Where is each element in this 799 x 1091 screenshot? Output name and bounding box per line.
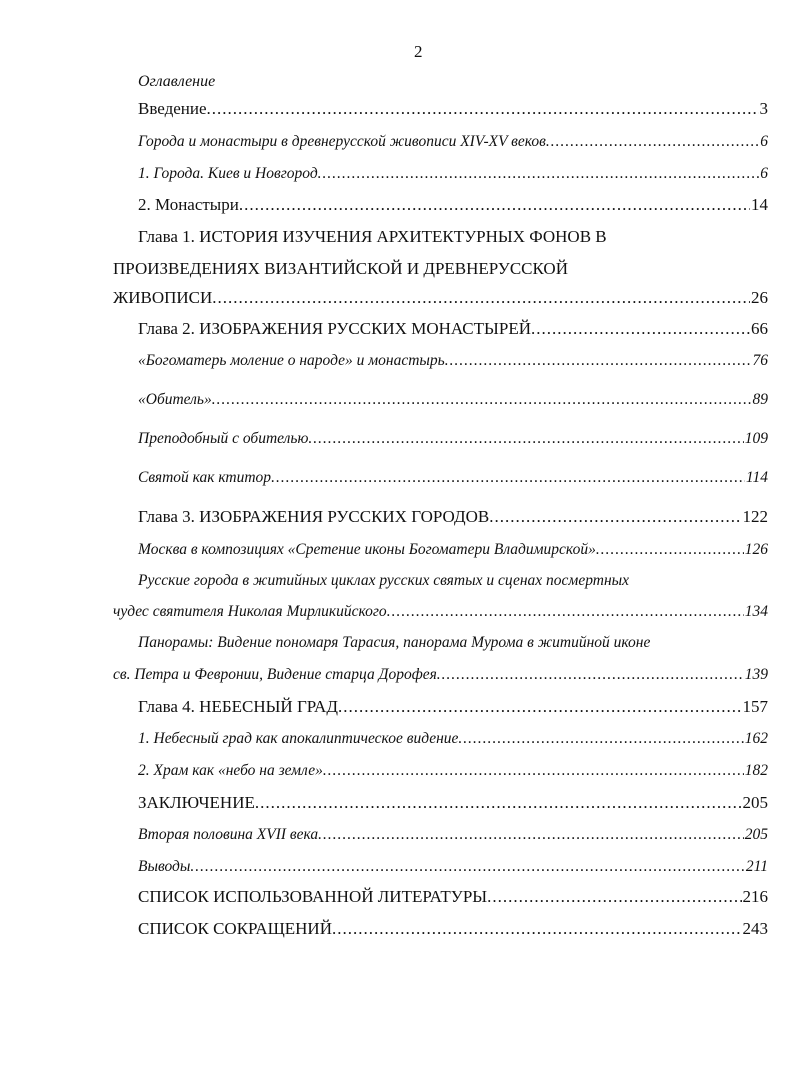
toc-entry-page: 26	[751, 288, 768, 307]
leader-dots	[338, 696, 742, 717]
leader-dots	[332, 918, 742, 939]
toc-entry-introduction[interactable]	[138, 98, 768, 119]
toc-entry-page: 109	[744, 430, 768, 447]
toc-entry-temple-as-heaven[interactable]	[138, 760, 768, 781]
toc-entry-cities-monasteries[interactable]	[138, 131, 768, 152]
toc-entry-label: СПИСОК СОКРАЩЕНИЙ	[138, 919, 332, 938]
leader-dots	[207, 98, 759, 119]
leader-dots	[318, 163, 760, 184]
toc-entry-page: 76	[752, 352, 768, 369]
leader-dots	[271, 467, 745, 488]
toc-entry-monasteries[interactable]	[138, 194, 768, 215]
toc-entry-abbreviations[interactable]	[138, 918, 768, 939]
toc-entry-heavenly-city-vision[interactable]	[138, 728, 768, 749]
toc-entry-label: «Обитель»	[138, 391, 212, 408]
toc-entry-page: 162	[744, 730, 768, 747]
toc-entry-label: 2. Монастыри	[138, 195, 239, 214]
toc-entry-page: 216	[742, 887, 768, 906]
toc-entry-venerable-with-abode[interactable]	[138, 428, 768, 449]
toc-entry-cities-kiev-novgorod[interactable]	[138, 163, 768, 184]
leader-dots	[212, 389, 752, 410]
toc-entry-label: Города и монастыри в древнерусской живописи XIV-XV веков	[138, 133, 546, 150]
toc-entry-findings[interactable]	[138, 856, 768, 877]
toc-entry-page: 114	[745, 469, 768, 486]
leader-dots	[239, 194, 750, 215]
leader-dots	[323, 760, 744, 781]
toc-entry-label: Введение	[138, 99, 207, 118]
toc-entry-page: 157	[742, 697, 768, 716]
toc-entry-label: Святой как ктитор	[138, 469, 272, 486]
toc-entry-page: 89	[752, 391, 768, 408]
toc-entry-abode[interactable]	[138, 389, 768, 410]
toc-entry-label: св. Петра и Февронии, Видение старца Дорофея	[113, 666, 437, 683]
toc-entry-label: 2. Храм как «небо на земле»	[138, 762, 323, 779]
toc-entry-panoramas[interactable]	[113, 664, 768, 685]
toc-entry-label: Глава 4. НЕБЕСНЫЙ ГРАД	[138, 697, 338, 716]
leader-dots	[308, 428, 743, 449]
toc-entry-label: Преподобный с обителью	[138, 430, 309, 447]
leader-dots	[318, 824, 744, 845]
toc-entry-page: 134	[744, 603, 768, 620]
toc-entry-chapter-1-line-2[interactable]: ПРОИЗВЕДЕНИЯХ ВИЗАНТИЙСКОЙ И ДРЕВНЕРУССКОЙ	[113, 259, 568, 278]
toc-entry-label: ЗАКЛЮЧЕНИЕ	[138, 793, 255, 812]
leader-dots	[255, 792, 742, 813]
toc-entry-panoramas-line-1[interactable]: Панорамы: Видение пономаря Тарасия, панорама Мурома в житийной иконе	[138, 634, 651, 651]
toc-entry-label: Глава 3. ИЗОБРАЖЕНИЯ РУССКИХ ГОРОДОВ	[138, 507, 490, 526]
leader-dots	[445, 350, 752, 371]
toc-entry-bibliography[interactable]	[138, 886, 768, 907]
toc-entry-label: СПИСОК ИСПОЛЬЗОВАННОЙ ЛИТЕРАТУРЫ	[138, 887, 488, 906]
toc-entry-page: 122	[742, 507, 768, 526]
toc-entry-page: 6	[760, 133, 768, 150]
toc-entry-chapter-1[interactable]	[113, 287, 768, 308]
toc-entry-page: 3	[759, 99, 768, 118]
toc-entry-russian-cities-line-1[interactable]: Русские города в житийных циклах русских святых и сценах посмертных	[138, 572, 630, 589]
leader-dots	[437, 664, 744, 685]
toc-entry-mother-of-god-prayer[interactable]	[138, 350, 768, 371]
page-number: 2	[414, 42, 423, 61]
toc-entry-label: Вторая половина XVII века	[138, 826, 319, 843]
leader-dots	[531, 318, 750, 339]
toc-entry-second-half-17th-century[interactable]	[138, 824, 768, 845]
leader-dots	[546, 131, 759, 152]
leader-dots	[387, 601, 744, 622]
toc-entry-page: 211	[745, 858, 768, 875]
toc-entry-page: 66	[751, 319, 768, 338]
leader-dots	[487, 886, 741, 907]
toc-entry-page: 205	[742, 793, 768, 812]
toc-entry-russian-cities[interactable]	[113, 601, 768, 622]
toc-entry-page: 243	[742, 919, 768, 938]
toc-entry-chapter-2[interactable]	[138, 318, 768, 339]
toc-entry-chapter-4[interactable]	[138, 696, 768, 717]
toc-entry-page: 205	[744, 826, 768, 843]
toc-entry-label: «Богоматерь моление о народе» и монастырь	[138, 352, 445, 369]
toc-entry-page: 139	[744, 666, 768, 683]
leader-dots	[596, 539, 744, 560]
toc-entry-label: Глава 2. ИЗОБРАЖЕНИЯ РУССКИХ МОНАСТЫРЕЙ	[138, 319, 531, 338]
toc-entry-label: чудес святителя Николая Мирликийского	[113, 603, 387, 620]
leader-dots	[190, 856, 745, 877]
toc-title: Оглавление	[138, 73, 216, 90]
leader-dots	[489, 506, 741, 527]
toc-entry-conclusion[interactable]	[138, 792, 768, 813]
toc-entry-chapter-1-line-1[interactable]: Глава 1. ИСТОРИЯ ИЗУЧЕНИЯ АРХИТЕКТУРНЫХ ФОНОВ В	[138, 227, 607, 246]
leader-dots	[458, 728, 743, 749]
leader-dots	[212, 287, 750, 308]
toc-entry-label: 1. Небесный град как апокалиптическое видение	[138, 730, 459, 747]
toc-entry-page: 182	[744, 762, 768, 779]
toc-entry-label: Выводы	[138, 858, 191, 875]
toc-entry-label: Москва в композициях «Сретение иконы Богоматери Владимирской»	[138, 541, 596, 558]
toc-entry-page: 6	[760, 165, 768, 182]
toc-entry-chapter-3[interactable]	[138, 506, 768, 527]
toc-entry-moscow-compositions[interactable]	[138, 539, 768, 560]
toc-entry-page: 126	[744, 541, 768, 558]
toc-entry-label: ЖИВОПИСИ	[113, 288, 213, 307]
toc-entry-label: 1. Города. Киев и Новгород	[138, 165, 318, 182]
toc-entry-saint-as-ktitor[interactable]	[138, 467, 768, 488]
toc-entry-page: 14	[751, 195, 768, 214]
